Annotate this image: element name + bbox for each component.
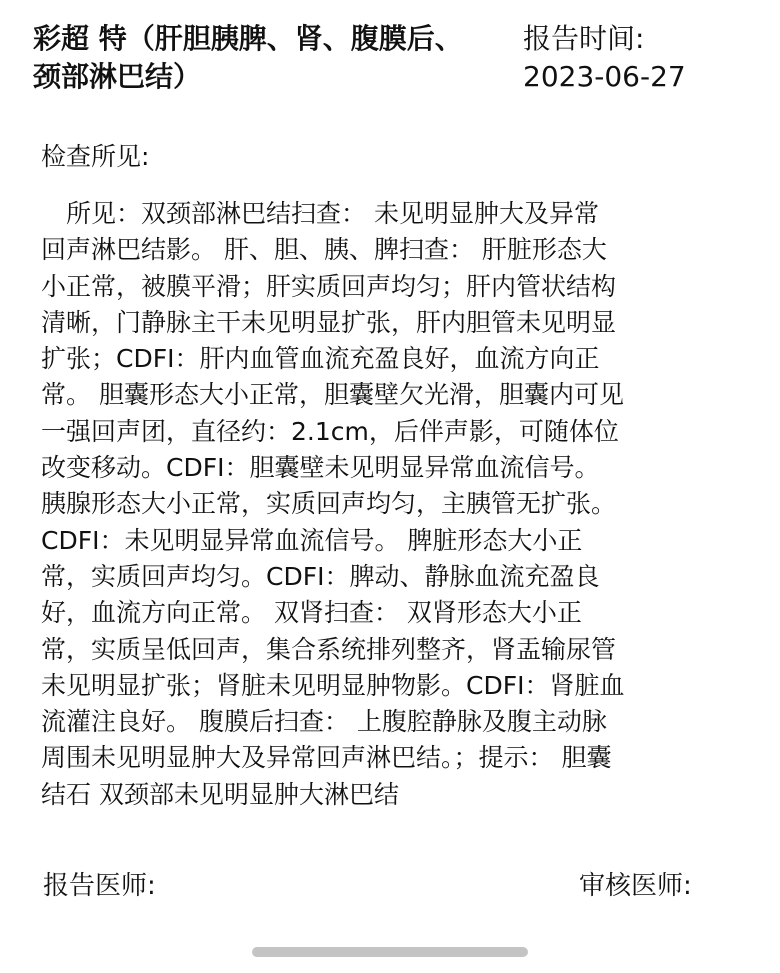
findings-line: 常，实质呈低回声，集合系统排列整齐，肾盂输尿管 — [41, 634, 617, 664]
report-date: 2023-06-27 — [523, 60, 686, 93]
findings-line: 清晰，门静脉主干未见明显扩张，肝内胆管未见明显 — [41, 307, 617, 337]
findings-line: 所见：双颈部淋巴结扫查： 未见明显肿大及异常 — [41, 199, 599, 228]
review-doctor-label: 审核医师: — [579, 871, 692, 901]
findings-line: 一强回声团，直径约：2.1cm，后伴声影，可随体位 — [41, 416, 619, 446]
report-doctor-label: 报告医师: — [43, 871, 156, 901]
findings-line: 改变移动。CDFI：胆囊壁未见明显异常血流信号。 — [41, 453, 600, 483]
exam-title: 彩超 特（肝胆胰脾、肾、腹膜后、 颈部淋巴结） — [33, 22, 463, 93]
home-indicator[interactable] — [252, 947, 528, 957]
findings-line: CDFI：未见明显异常血流信号。 脾脏形态大小正 — [41, 525, 583, 555]
findings-line: 流灌注良好。 腹膜后扫查： 上腹腔静脉及腹主动脉 — [41, 707, 607, 737]
findings-text — [41, 196, 741, 813]
report-header — [33, 20, 753, 110]
findings-line: 常，实质回声均匀。CDFI：脾动、静脉血流充盈良 — [41, 561, 600, 591]
findings-line: 周围未见明显肿大及异常回声淋巴结。；提示： 胆囊 — [41, 743, 612, 773]
findings-section-title: 检查所见: — [41, 142, 150, 171]
report-time-label: 报告时间: — [523, 22, 645, 55]
findings-line: 扩张；CDFI：肝内血管血流充盈良好，血流方向正 — [41, 344, 600, 374]
report-time — [523, 20, 753, 96]
findings-line: 结石 双颈部未见明显肿大淋巴结 — [41, 779, 399, 809]
findings-line: 回声淋巴结影。 肝、胆、胰、脾扫查： 肝脏形态大 — [41, 235, 607, 265]
findings-line: 未见明显扩张；肾脏未见明显肿物影。CDFI：肾脏血 — [41, 670, 625, 700]
findings-line: 小正常，被膜平滑；肝实质回声均匀；肝内管状结构 — [41, 271, 617, 301]
findings-line: 好，血流方向正常。 双肾扫查： 双肾形态大小正 — [41, 598, 582, 628]
findings-line: 常。 胆囊形态大小正常，胆囊壁欠光滑，胆囊内可见 — [41, 380, 624, 410]
findings-line: 胰腺形态大小正常，实质回声均匀，主胰管无扩张。 — [41, 489, 617, 519]
